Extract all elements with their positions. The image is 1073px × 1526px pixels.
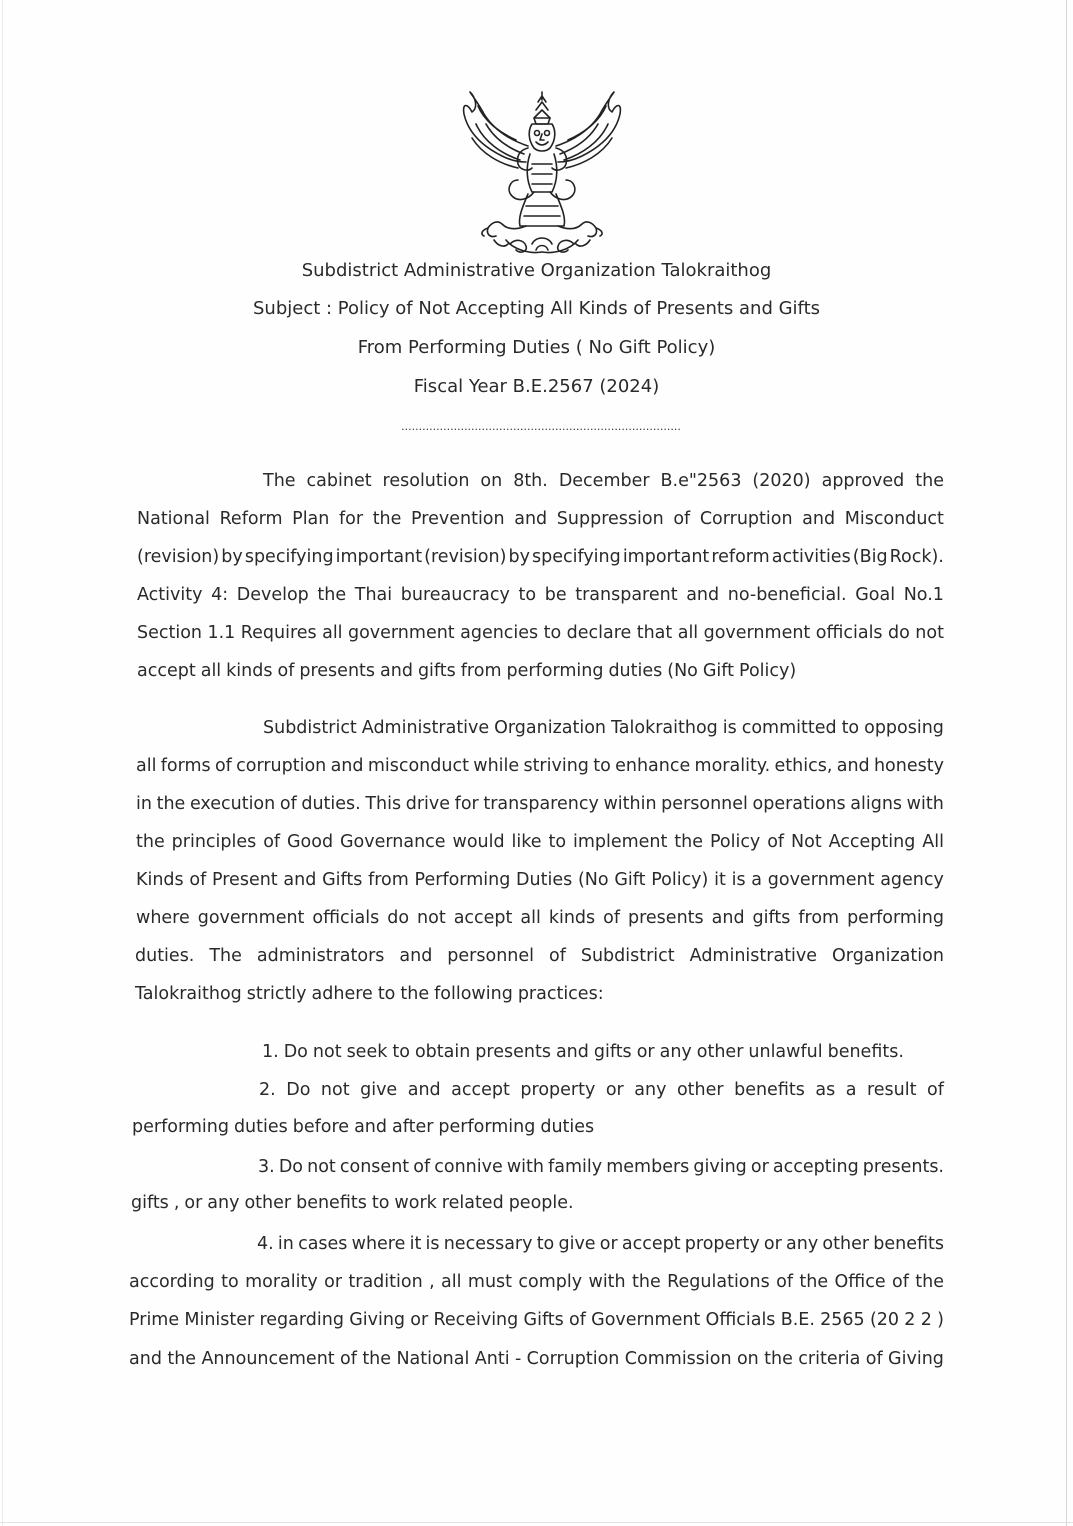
- body-line: Activity 4: Develop the Thai bureaucracy to be transparent and no-beneficial. Goal No.1: [137, 585, 944, 605]
- body-line: duties. The administrators and personnel of Subdistrict Administrative Organization: [135, 946, 944, 966]
- body-line: 4. in cases where it is necessary to give or accept property or any other benefits: [257, 1234, 944, 1254]
- scan-edge-left: [2, 0, 3, 1526]
- body-line: Talokraithog strictly adhere to the following practices:: [135, 984, 604, 1004]
- scan-edge-right: [1066, 0, 1067, 1526]
- body-line: in the execution of duties. This drive for transparency within personnel operations aligns with: [136, 794, 944, 814]
- body-line: performing duties before and after performing duties: [132, 1117, 595, 1137]
- body-line: accept all kinds of presents and gifts from performing duties (No Gift Policy): [137, 661, 797, 681]
- body-line: 2. Do not give and accept property or any other benefits as a result of: [259, 1080, 944, 1100]
- subject-line-1: Subject : Policy of Not Accepting All Kinds of Presents and Gifts: [253, 298, 820, 319]
- body-line: Subdistrict Administrative Organization Talokraithog is committed to opposing: [263, 718, 944, 738]
- body-line: (revision) by specifying important (revision) by specifying important reform activities (Big Rock).: [137, 547, 944, 567]
- body-line: The cabinet resolution on 8th. December B.e"2563 (2020) approved the: [263, 471, 944, 491]
- fiscal-year: Fiscal Year B.E.2567 (2024): [413, 376, 660, 397]
- body-line: Section 1.1 Requires all government agencies to declare that all government officials do not: [137, 623, 944, 643]
- body-line: 1. Do not seek to obtain presents and gifts or any other unlawful benefits.: [262, 1042, 904, 1062]
- subject-line-2: From Performing Duties ( No Gift Policy): [357, 337, 716, 358]
- body-line: Prime Minister regarding Giving or Receiving Gifts of Government Officials B.E. 2565 (20 2 2 ): [129, 1310, 944, 1330]
- body-line: and the Announcement of the National Anti - Corruption Commission on the criteria of Giving: [129, 1349, 944, 1369]
- organization-name: Subdistrict Administrative Organization Talokraithog: [301, 260, 772, 281]
- body-line: the principles of Good Governance would like to implement the Policy of Not Accepting All: [136, 832, 944, 852]
- body-line: where government officials do not accept all kinds of presents and gifts from performing: [136, 908, 944, 928]
- body-line: National Reform Plan for the Prevention and Suppression of Corruption and Misconduct: [137, 509, 944, 529]
- body-line: 3. Do not consent of connive with family members giving or accepting presents.: [258, 1157, 944, 1177]
- body-line: all forms of corruption and misconduct while striving to enhance morality. ethics, and honesty: [136, 756, 944, 776]
- body-line: according to morality or tradition , all must comply with the Regulations of the Office of the: [129, 1272, 944, 1292]
- scan-edge-bottom: [0, 1522, 1073, 1523]
- body-line: gifts , or any other benefits to work related people.: [131, 1193, 574, 1213]
- separator-dots: ................................................................................: [401, 420, 681, 433]
- body-line: Kinds of Present and Gifts from Performing Duties (No Gift Policy) it is a government agency: [136, 870, 944, 890]
- garuda-emblem-icon: [458, 84, 626, 260]
